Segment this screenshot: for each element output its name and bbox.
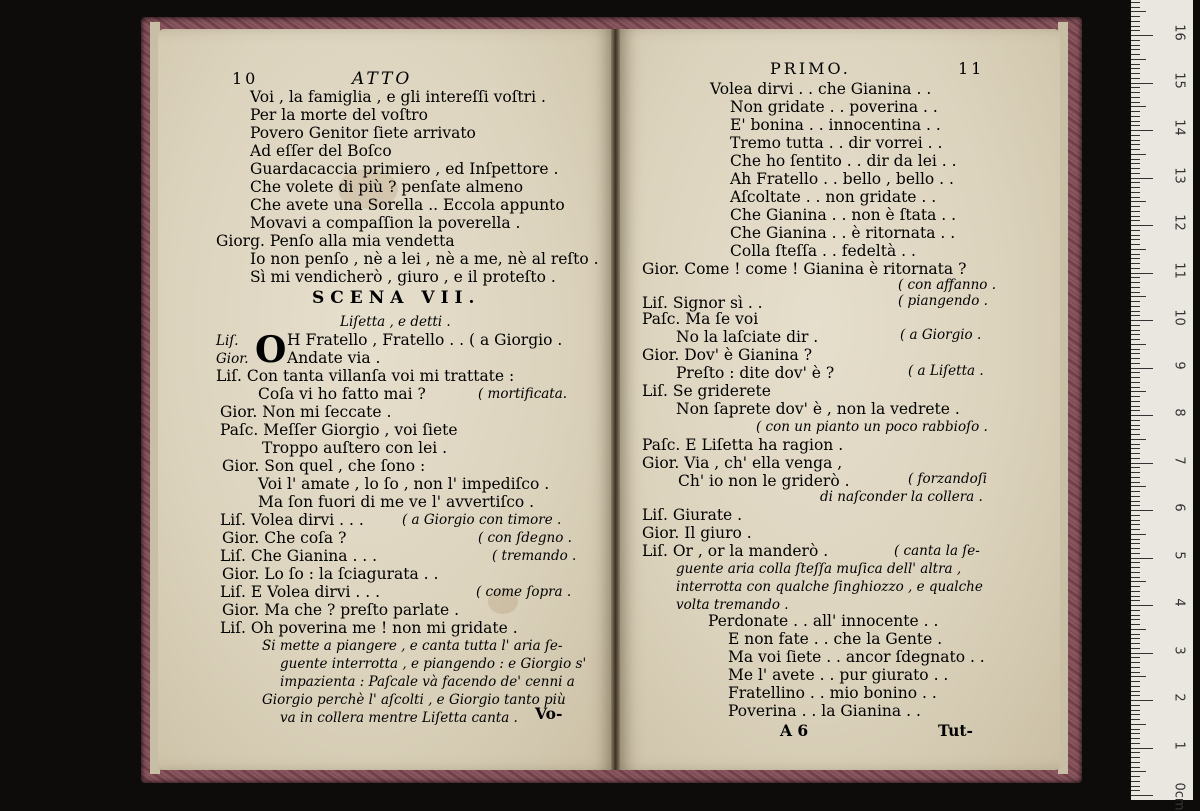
- stage-direction: ( tremando .: [492, 548, 577, 564]
- ruler-tick: [1131, 406, 1140, 407]
- ruler-label: 2: [1171, 693, 1187, 702]
- ruler-tick: [1131, 391, 1146, 392]
- ruler-tick: [1131, 676, 1146, 677]
- ruler-label: 4: [1171, 598, 1187, 607]
- ruler-label: 10: [1171, 309, 1187, 326]
- text-line: Che ho ſentito . . dir da lei . .: [730, 152, 957, 170]
- text-line: Me l' avete . . pur giurato . .: [728, 666, 949, 684]
- page-number: 11: [958, 59, 985, 78]
- ruler-tick: [1131, 453, 1140, 454]
- ruler-tick: [1131, 344, 1146, 345]
- ruler-tick: [1131, 35, 1153, 36]
- ruler-tick: [1131, 662, 1140, 663]
- ruler-tick: [1131, 254, 1140, 255]
- ruler-tick: [1131, 610, 1140, 611]
- ruler-label: 7: [1171, 455, 1187, 465]
- text-line: Che volete di più ? penſate almeno: [250, 178, 524, 196]
- ruler-tick: [1131, 515, 1140, 516]
- stage-direction: ( con un pianto un poco rabbioſo .: [756, 419, 988, 435]
- ruler-tick: [1131, 268, 1140, 269]
- ruler-tick: [1131, 163, 1140, 164]
- text-line: Gior. Come ! come ! Gianina è ritornata ?: [642, 260, 967, 278]
- stage-direction: Liſetta , e detti .: [340, 314, 451, 330]
- text-line: Liſ. Che Gianina . . .: [220, 547, 378, 565]
- stage-direction: ( con affanno .: [898, 277, 996, 293]
- stage-direction: ( forzandoſi: [908, 471, 988, 487]
- ruler-tick: [1131, 349, 1140, 350]
- ruler-tick: [1131, 567, 1140, 568]
- ruler-tick: [1131, 187, 1140, 188]
- measurement-ruler: [1131, 0, 1193, 811]
- ruler-tick: [1131, 695, 1140, 696]
- ruler-tick: [1131, 795, 1153, 796]
- ruler-tick: [1131, 686, 1140, 687]
- text-line: Volea dirvi . . che Gianina . .: [710, 80, 932, 98]
- text-line: Liſ. Volea dirvi . . .: [220, 511, 364, 529]
- ruler-tick: [1131, 235, 1140, 236]
- text-line: Gior. Che coſa ?: [222, 529, 347, 547]
- ruler-tick: [1131, 401, 1140, 402]
- ruler-tick: [1131, 781, 1140, 782]
- text-line: Gior. Non mi ſeccate .: [220, 403, 392, 421]
- text-line: Che avete una Sorella .. Eccola appunto: [250, 196, 565, 214]
- text-line: Povero Genitor ſiete arrivato: [250, 124, 476, 142]
- ruler-tick: [1131, 2, 1140, 3]
- stage-direction: Si mette a piangere , e canta tutta l' aria ſe-: [262, 638, 563, 654]
- running-head: PRIMO.: [770, 59, 851, 78]
- ruler-tick: [1131, 97, 1140, 98]
- ruler-tick: [1131, 311, 1140, 312]
- ruler-tick: [1131, 657, 1140, 658]
- ruler-tick: [1131, 572, 1140, 573]
- text-line: Gior. Dov' è Gianina ?: [642, 346, 813, 364]
- ruler-tick: [1131, 301, 1140, 302]
- ruler-label: 8: [1171, 408, 1187, 417]
- text-line: Gior. Via , ch' ella venga ,: [642, 454, 843, 472]
- ruler-tick: [1131, 501, 1140, 502]
- ruler-tick: [1131, 629, 1146, 630]
- text-line: Voi l' amate , lo ſo , non l' impediſco .: [258, 475, 550, 493]
- ruler-tick: [1131, 102, 1140, 103]
- ruler-tick: [1131, 714, 1140, 715]
- ruler-tick: [1131, 448, 1140, 449]
- book-gutter: [611, 29, 620, 770]
- ruler-tick: [1131, 21, 1140, 22]
- ruler-tick: [1131, 439, 1146, 440]
- ruler-tick: [1131, 206, 1140, 207]
- ruler-tick: [1131, 211, 1140, 212]
- ruler-tick: [1131, 220, 1140, 221]
- ruler-label: 16: [1171, 24, 1187, 41]
- ruler-label: 12: [1171, 214, 1187, 231]
- ruler-tick: [1131, 691, 1140, 692]
- ruler-tick: [1131, 358, 1140, 359]
- ruler-tick: [1131, 724, 1146, 725]
- stage-direction: ( canta la ſe-: [894, 543, 980, 559]
- ruler-tick: [1131, 600, 1140, 601]
- ruler-tick: [1131, 591, 1140, 592]
- ruler-tick: [1131, 729, 1140, 730]
- ruler-tick: [1131, 790, 1140, 791]
- ruler-tick: [1131, 258, 1140, 259]
- stage-direction: guente aria colla ſteſſa muſica dell' altra ,: [676, 561, 962, 577]
- ruler-tick: [1131, 87, 1140, 88]
- ruler-tick: [1131, 216, 1140, 217]
- ruler-tick: [1131, 83, 1153, 84]
- ruler-tick: [1131, 463, 1153, 464]
- stage-direction: Giorgio perchè l' aſcolti , e Giorgio tanto più: [262, 692, 566, 708]
- ruler-tick: [1131, 615, 1140, 616]
- ruler-label: 3: [1171, 645, 1187, 655]
- ruler-tick: [1131, 619, 1140, 620]
- ruler-tick: [1131, 121, 1140, 122]
- ruler-tick: [1131, 596, 1140, 597]
- ruler-tick: [1131, 477, 1140, 478]
- ruler-tick: [1131, 681, 1140, 682]
- ruler-tick: [1131, 263, 1140, 264]
- ruler-tick: [1131, 429, 1140, 430]
- text-line: Liſ. Or , or la manderò .: [642, 542, 829, 560]
- ruler-tick: [1131, 59, 1146, 60]
- text-line: Guardacaccia primiero , ed Inſpettore .: [250, 160, 559, 178]
- text-line: Io non penſo , nè a lei , nè a me, nè al reſto .: [250, 250, 599, 268]
- ruler-tick: [1131, 672, 1140, 673]
- ruler-tick: [1131, 510, 1153, 511]
- ruler-tick: [1131, 553, 1140, 554]
- ruler-tick: [1131, 339, 1140, 340]
- ruler-tick: [1131, 382, 1140, 383]
- text-line: Non ſaprete dov' è , non la vedrete .: [676, 400, 960, 418]
- ruler-tick: [1131, 49, 1140, 50]
- ruler-tick: [1131, 762, 1140, 763]
- running-head: ATTO: [352, 69, 413, 89]
- ruler-tick: [1131, 648, 1140, 649]
- stage-direction: di naſconder la collera .: [820, 489, 983, 505]
- ruler-tick: [1131, 643, 1140, 644]
- ruler-tick: [1131, 249, 1146, 250]
- ruler-tick: [1131, 534, 1146, 535]
- text-line: Andate via .: [287, 349, 381, 367]
- ruler-tick: [1131, 558, 1153, 559]
- text-line: Liſ. E Volea dirvi . . .: [220, 583, 381, 601]
- ruler-tick: [1131, 201, 1146, 202]
- ruler-tick: [1131, 282, 1140, 283]
- ruler-tick: [1131, 776, 1140, 777]
- text-line: Fratellino . . mio bonino . .: [728, 684, 937, 702]
- text-line: No la laſciate dir .: [676, 328, 819, 346]
- catchword: Vo-: [535, 704, 563, 723]
- ruler-tick: [1131, 54, 1140, 55]
- stage-direction: ( piangendo .: [898, 293, 988, 309]
- text-line: Preſto : dite dov' è ?: [676, 364, 835, 382]
- text-line: Ah Fratello . . bello , bello . .: [730, 170, 954, 188]
- ruler-tick: [1131, 605, 1153, 606]
- ruler-tick: [1131, 387, 1140, 388]
- ruler-tick: [1131, 178, 1153, 179]
- ruler-tick: [1131, 377, 1140, 378]
- ruler-tick: [1131, 667, 1140, 668]
- stage-direction: interrotta con qualche ſinghiozzo , e qualche: [676, 579, 983, 595]
- ruler-tick: [1131, 353, 1140, 354]
- ruler-tick: [1131, 92, 1140, 93]
- ruler-label: 6: [1171, 503, 1187, 512]
- ruler-tick: [1131, 239, 1140, 240]
- ruler-tick: [1131, 168, 1140, 169]
- ruler-tick: [1131, 130, 1153, 131]
- ruler-tick: [1131, 743, 1140, 744]
- ruler-tick: [1131, 396, 1140, 397]
- text-line: H Fratello , Fratello . . ( a Giorgio .: [287, 331, 563, 349]
- ruler-tick: [1131, 420, 1140, 421]
- stage-direction: ( a Giorgio .: [900, 327, 982, 343]
- ruler-tick: [1131, 748, 1153, 749]
- ruler-tick: [1131, 415, 1153, 416]
- ruler-tick: [1131, 577, 1140, 578]
- ruler-tick: [1131, 125, 1140, 126]
- ruler-tick: [1131, 140, 1140, 141]
- ruler-tick: [1131, 192, 1140, 193]
- text-line: Gior. Ma che ? preſto parlate .: [222, 601, 460, 619]
- ruler-tick: [1131, 182, 1140, 183]
- text-line: Poverina . . la Gianina . .: [728, 702, 921, 720]
- ruler-tick: [1131, 524, 1140, 525]
- stage-direction: ( con ſdegno .: [478, 530, 572, 546]
- ruler-tick: [1131, 653, 1153, 654]
- page-number: 10: [232, 69, 259, 88]
- stage-direction: ( come ſopra .: [476, 584, 572, 600]
- text-line: Sì mi vendicherò , giuro , e il proteſto .: [250, 268, 556, 286]
- ruler-tick: [1131, 197, 1140, 198]
- ruler-tick: [1131, 425, 1140, 426]
- text-line: Gior. Lo ſo : la ſciagurata . .: [222, 565, 439, 583]
- stage-direction: volta tremando .: [676, 597, 789, 613]
- ruler-tick: [1131, 325, 1140, 326]
- text-line: Per la morte del voſtro: [250, 106, 428, 124]
- ruler-tick: [1131, 562, 1140, 563]
- text-line: Ma voi ſiete . . ancor ſdegnato . .: [728, 648, 985, 666]
- ruler-tick: [1131, 505, 1140, 506]
- text-line: Liſ. Con tanta villanſa voi mi trattate :: [216, 367, 515, 385]
- ruler-label: 15: [1171, 71, 1187, 89]
- ruler-tick: [1131, 68, 1140, 69]
- ruler-tick: [1131, 472, 1140, 473]
- text-line: Paſc. Ma ſe voi: [642, 310, 759, 328]
- ruler-tick: [1131, 296, 1146, 297]
- signature-mark: A 6: [780, 721, 809, 740]
- ruler-tick: [1131, 434, 1140, 435]
- stage-direction: impazienta : Paſcale và facendo de' cenni a: [280, 674, 575, 690]
- ruler-tick: [1131, 7, 1140, 8]
- stage-direction: ( mortificata.: [478, 386, 568, 402]
- ruler-tick: [1131, 486, 1146, 487]
- ruler-tick: [1131, 277, 1140, 278]
- ruler-tick: [1131, 496, 1140, 497]
- ruler-tick: [1131, 539, 1140, 540]
- ruler-tick: [1131, 491, 1140, 492]
- ruler-tick: [1131, 543, 1140, 544]
- stage-direction: ( a Giorgio con timore .: [402, 512, 562, 528]
- text-line: Movavi a compaſſion la poverella .: [250, 214, 521, 232]
- ruler-tick: [1131, 334, 1140, 335]
- ruler-tick: [1131, 244, 1140, 245]
- text-line: Paſc. E Liſetta ha ragion .: [642, 436, 844, 454]
- ruler-tick: [1131, 306, 1140, 307]
- ruler-tick: [1131, 78, 1140, 79]
- text-line: Gior. Il giuro .: [642, 524, 752, 542]
- ruler-tick: [1131, 320, 1153, 321]
- text-line: E non fate . . che la Gente .: [728, 630, 943, 648]
- ruler-label: 13: [1171, 166, 1187, 184]
- ruler-tick: [1131, 444, 1140, 445]
- text-line: Ma ſon fuori di me ve l' avvertiſco .: [258, 493, 535, 511]
- ruler-tick: [1131, 40, 1140, 41]
- ruler-label: 14: [1171, 119, 1187, 136]
- ruler-tick: [1131, 45, 1140, 46]
- ruler-tick: [1131, 710, 1140, 711]
- ruler-tick: [1131, 757, 1140, 758]
- ruler-tick: [1131, 482, 1140, 483]
- ruler-tick: [1131, 159, 1140, 160]
- ruler-tick: [1131, 273, 1153, 274]
- scene-heading: SCENA VII.: [312, 288, 481, 308]
- ruler-tick: [1131, 738, 1140, 739]
- text-line: Giorg. Penſo alla mia vendetta: [216, 232, 455, 250]
- ruler-tick: [1131, 173, 1140, 174]
- ruler-tick: [1131, 26, 1140, 27]
- text-line: Che Gianina . . è ritornata . .: [730, 224, 956, 242]
- text-line: Aſcoltate . . non gridate . .: [730, 188, 937, 206]
- ruler-tick: [1131, 700, 1153, 701]
- text-line: Liſ. Giurate .: [642, 506, 743, 524]
- ruler-tick: [1131, 73, 1140, 74]
- ruler-tick: [1131, 767, 1140, 768]
- ruler-tick: [1131, 410, 1140, 411]
- catchword: Tut-: [938, 721, 973, 740]
- text-line: Ad eſſer del Boſco: [250, 142, 392, 160]
- stage-direction: guente interrotta , e piangendo : e Giorgio s': [280, 656, 587, 672]
- text-line: Coſa vi ho fatto mai ?: [258, 385, 426, 403]
- ruler-label: 0cm: [1171, 782, 1187, 811]
- ruler-tick: [1131, 586, 1140, 587]
- ruler-tick: [1131, 786, 1140, 787]
- ruler-tick: [1131, 705, 1140, 706]
- text-line: E' bonina . . innocentina . .: [730, 116, 941, 134]
- text-line: Voi , la famiglia , e gli intereſſi voſtri .: [250, 88, 546, 106]
- drop-cap: O: [255, 329, 287, 371]
- ruler-label: 1: [1171, 740, 1187, 750]
- ruler-tick: [1131, 733, 1140, 734]
- ruler-tick: [1131, 292, 1140, 293]
- text-line: Colla ſteſſa . . fedeltà . .: [730, 242, 916, 260]
- ruler-tick: [1131, 372, 1140, 373]
- ruler-label: 5: [1171, 550, 1187, 560]
- ruler-tick: [1131, 154, 1146, 155]
- text-line: Che Gianina . . non è ſtata . .: [730, 206, 957, 224]
- text-line: Liſ. Se griderete: [642, 382, 771, 400]
- text-line: Non gridate . . poverina . .: [730, 98, 938, 116]
- ruler-tick: [1131, 315, 1140, 316]
- ruler-tick: [1131, 529, 1140, 530]
- ruler-tick: [1131, 287, 1140, 288]
- ruler-tick: [1131, 64, 1140, 65]
- ruler-tick: [1131, 144, 1140, 145]
- ruler-tick: [1131, 719, 1140, 720]
- speaker-label: Liſ.: [216, 333, 239, 349]
- ruler-tick: [1131, 135, 1140, 136]
- ruler-tick: [1131, 548, 1140, 549]
- ruler-tick: [1131, 752, 1140, 753]
- ruler-tick: [1131, 458, 1140, 459]
- text-line: Tremo tutta . . dir vorrei . .: [730, 134, 943, 152]
- ruler-tick: [1131, 363, 1140, 364]
- ruler-tick: [1131, 30, 1140, 31]
- ruler-tick: [1131, 520, 1140, 521]
- ruler-tick: [1131, 771, 1146, 772]
- ruler-label: 11: [1171, 261, 1187, 279]
- ruler-tick: [1131, 581, 1146, 582]
- ruler-tick: [1131, 225, 1153, 226]
- ruler-tick: [1131, 116, 1140, 117]
- ruler-tick: [1131, 149, 1140, 150]
- ruler-tick: [1131, 16, 1140, 17]
- ruler-tick: [1131, 11, 1146, 12]
- ruler-tick: [1131, 230, 1140, 231]
- text-line: Liſ. Signor sì . .: [642, 294, 763, 312]
- ruler-tick: [1131, 111, 1140, 112]
- stage-direction: va in collera mentre Liſetta canta .: [280, 710, 518, 726]
- ruler-tick: [1131, 638, 1140, 639]
- ruler-tick: [1131, 624, 1140, 625]
- text-line: Paſc. Meſſer Giorgio , voi ſiete: [220, 421, 458, 439]
- ruler-tick: [1131, 467, 1140, 468]
- ruler-tick: [1131, 368, 1153, 369]
- stage-direction: ( a Liſetta .: [908, 363, 984, 379]
- text-line: Gior. Son quel , che ſono :: [222, 457, 426, 475]
- text-line: Ch' io non le griderò .: [678, 472, 850, 490]
- ruler-tick: [1131, 106, 1146, 107]
- ruler-tick: [1131, 330, 1140, 331]
- text-line: Perdonate . . all' innocente . .: [708, 612, 939, 630]
- ruler-label: 9: [1171, 360, 1187, 370]
- text-line: Troppo auſtero con lei .: [262, 439, 448, 457]
- ruler-tick: [1131, 634, 1140, 635]
- speaker-label: Gior.: [216, 351, 249, 367]
- text-line: Liſ. Oh poverina me ! non mi gridate .: [220, 619, 518, 637]
